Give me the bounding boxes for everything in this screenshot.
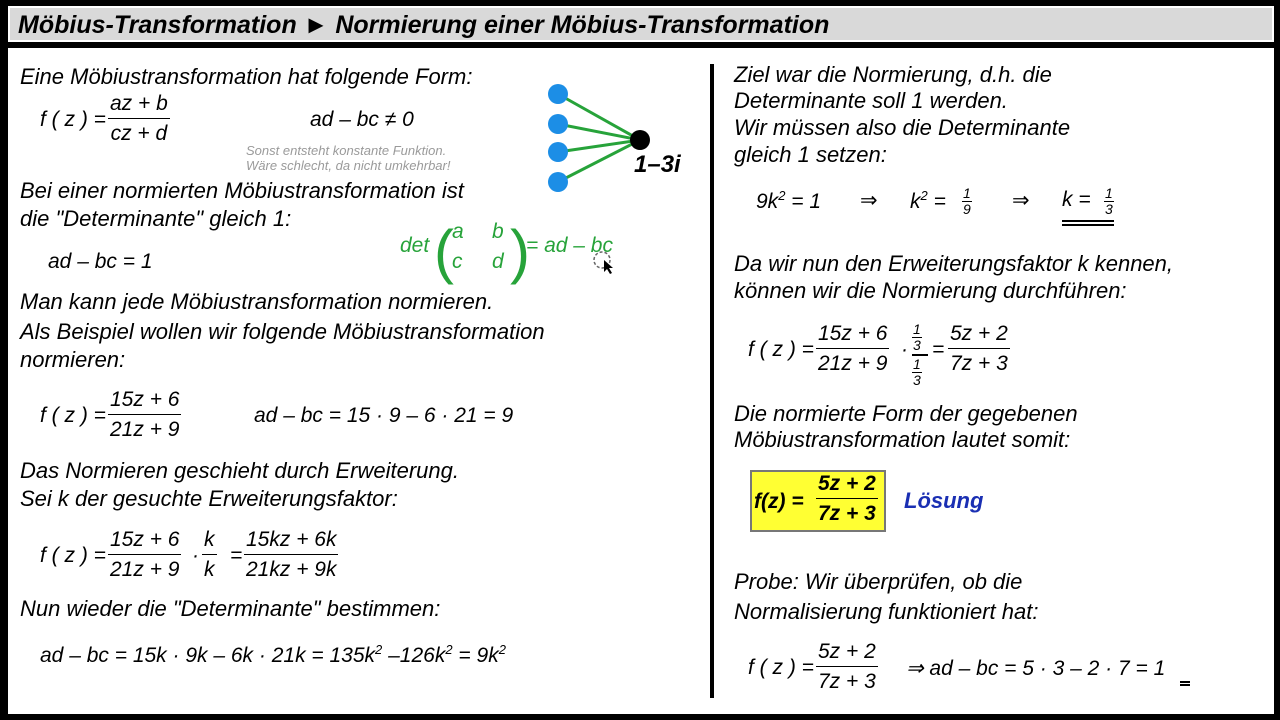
norm-fraction-2 [912, 321, 928, 388]
final-det-sup-1: 2 [375, 642, 383, 657]
norm-lower-third [912, 357, 922, 388]
norm-fraction-3 [948, 322, 1010, 376]
any-line3: normieren: [20, 347, 126, 372]
extend-den-2: k [204, 558, 215, 581]
final-det [40, 642, 506, 668]
one-ninth [962, 186, 972, 217]
lower-third-den: 3 [913, 372, 921, 388]
one-third-den: 3 [1105, 201, 1113, 217]
solution-den: 7z + 3 [818, 502, 876, 525]
extend-num-3: 15kz + 6k [244, 528, 338, 555]
norm-lhs: f ( z ) = [748, 338, 814, 361]
f-general-numerator: az + b [108, 92, 170, 119]
matrix-d: d [492, 250, 504, 273]
solution-box [750, 470, 886, 532]
k-eq-2 [910, 188, 946, 214]
again-text: Nun wieder die "Determinante" bestimmen: [20, 596, 441, 621]
final-det-end: = 9k [452, 644, 499, 667]
one-ninth-num: 1 [963, 185, 971, 201]
final-det-sup-2: 2 [445, 642, 453, 657]
result-underline-1 [1062, 220, 1114, 222]
node-4 [548, 172, 568, 192]
target-node [630, 130, 650, 150]
extend-dot: · [192, 544, 199, 567]
k-eq-2-main: k [910, 190, 921, 213]
graph-label: 1–3i [634, 151, 681, 178]
norm-upper-third [912, 322, 922, 353]
any-line1: Man kann jede Möbiustransformation normieren. [20, 289, 494, 314]
f-general-fraction [108, 92, 170, 146]
form-line2: Möbiustransformation lautet somit: [734, 427, 1071, 452]
norm-den-1: 21z + 9 [818, 352, 888, 375]
extend-eq: = [230, 544, 243, 567]
final-det-main: ad – bc = 15k · 9k – 6k · 21k = 135k [40, 644, 376, 667]
check-den: 7z + 3 [818, 670, 876, 693]
goal-line1: Ziel war die Normierung, d.h. die [734, 62, 1052, 87]
cursor-icon [592, 248, 620, 276]
intro-text: Eine Möbiustransformation hat folgende Form: [20, 64, 473, 89]
k-eq-1-main: 9k [756, 190, 779, 213]
f-general-denominator: cz + d [110, 122, 168, 145]
check-underline-2 [1180, 684, 1190, 686]
check-rhs: ⇒ ad – bc = 5 · 3 – 2 · 7 = 1 [906, 657, 1166, 680]
k-eq-2-sup: 2 [920, 188, 928, 203]
matrix-a: a [452, 220, 464, 243]
f-general-lhs: f ( z ) = [40, 108, 106, 131]
check-fraction [816, 640, 878, 694]
arrow-2: ⇒ [1012, 189, 1030, 212]
k-eq-2-eq: = [927, 190, 946, 213]
solution-fraction [816, 472, 878, 526]
extend-line1: Das Normieren geschieht durch Erweiterung. [20, 458, 459, 483]
know-line1: Da wir nun den Erweiterungsfaktor k kennen, [734, 251, 1174, 276]
norm-num-3: 5z + 2 [948, 322, 1010, 349]
check-line2: Normalisierung funktioniert hat: [734, 599, 1039, 624]
upper-third-num: 1 [913, 321, 921, 337]
check-line1: Probe: Wir überprüfen, ob die [734, 569, 1023, 594]
example-denominator: 21z + 9 [110, 418, 180, 441]
know-line2: können wir die Normierung durchführen: [734, 278, 1127, 303]
goal-line4: gleich 1 setzen: [734, 142, 887, 167]
det-equation: ad – bc = 1 [48, 250, 153, 273]
extend-num-2: k [202, 528, 217, 555]
k-eq-3: k = [1062, 188, 1091, 211]
matrix-c: c [452, 250, 463, 273]
example-lhs: f ( z ) = [40, 404, 106, 427]
check-lhs: f ( z ) = [748, 656, 814, 679]
note-line2: Wäre schlecht, da nicht umkehrbar! [246, 158, 451, 173]
extend-fraction-3 [244, 528, 338, 582]
matrix-b: b [492, 220, 504, 243]
one-third-num: 1 [1105, 185, 1113, 201]
solution-lhs: f(z) = [754, 490, 804, 513]
column-divider [710, 64, 714, 698]
solution-label: Lösung [904, 488, 984, 513]
example-fraction [108, 388, 181, 442]
any-line2: Als Beispiel wollen wir folgende Möbiustransformation [20, 319, 545, 344]
mapping-graph [538, 78, 698, 198]
extend-den-3: 21kz + 9k [246, 558, 337, 581]
k-eq-1 [756, 188, 821, 214]
check-underline-1 [1180, 681, 1190, 683]
upper-third-den: 3 [913, 337, 921, 353]
left-paren: ( [434, 218, 454, 285]
k-eq-1-rhs: = 1 [785, 190, 822, 213]
check-num: 5z + 2 [816, 640, 878, 667]
normed-line1: Bei einer normierten Möbiustransformation ist [20, 178, 464, 203]
extend-num-1: 15z + 6 [108, 528, 181, 555]
node-2 [548, 114, 568, 134]
right-paren: ) [510, 218, 530, 285]
example-det: ad – bc = 15 · 9 – 6 · 21 = 9 [254, 404, 514, 427]
form-line1: Die normierte Form der gegebenen [734, 401, 1078, 426]
page-title: Möbius-Transformation ► Normierung einer Möbius-Transformation [18, 11, 830, 39]
norm-eq: = [932, 338, 945, 361]
extend-line2: Sei k der gesuchte Erweiterungsfaktor: [20, 486, 398, 511]
k-eq-1-sup: 2 [778, 188, 786, 203]
normed-line2: die "Determinante" gleich 1: [20, 206, 292, 231]
one-third [1104, 186, 1114, 217]
arrow-1: ⇒ [860, 189, 878, 212]
one-ninth-den: 9 [963, 201, 971, 217]
solution-num: 5z + 2 [816, 472, 878, 499]
note-line1: Sonst entsteht konstante Funktion. [246, 143, 447, 158]
norm-fraction-1 [816, 322, 889, 376]
final-det-mid: –126k [382, 644, 446, 667]
node-3 [548, 142, 568, 162]
result-underline-2 [1062, 224, 1114, 226]
extend-fraction-2 [202, 528, 217, 582]
extend-den-1: 21z + 9 [110, 558, 180, 581]
norm-num-1: 15z + 6 [816, 322, 889, 349]
det-rhs: = ad – bc [526, 234, 613, 257]
det-prefix: det [400, 234, 430, 257]
goal-line3: Wir müssen also die Determinante [734, 115, 1071, 140]
example-numerator: 15z + 6 [108, 388, 181, 415]
lower-third-num: 1 [913, 356, 921, 372]
norm-den-3: 7z + 3 [950, 352, 1008, 375]
node-1 [548, 84, 568, 104]
extend-fraction-1 [108, 528, 181, 582]
final-det-sup-3: 2 [498, 642, 506, 657]
goal-line2: Determinante soll 1 werden. [734, 88, 1008, 113]
slide-content [8, 48, 1274, 714]
title-bar [8, 6, 1274, 42]
norm-dot: · [901, 338, 908, 361]
condition: ad – bc ≠ 0 [310, 108, 414, 131]
extend-lhs: f ( z ) = [40, 544, 106, 567]
